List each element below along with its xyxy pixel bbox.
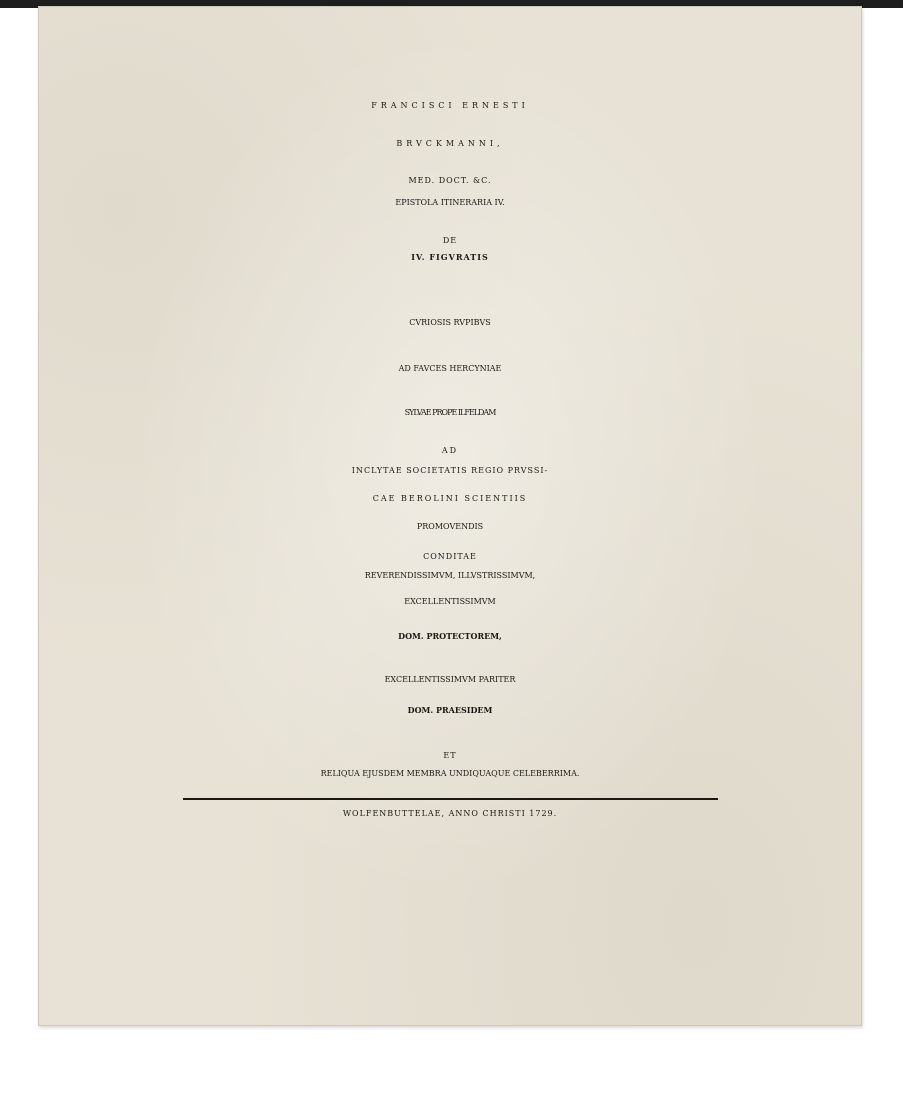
author-surname: BRVCKMANNI, [396,139,504,148]
reliqua-line: RELIQUA EJUSDEM MEMBRA UNDIQUAQUE CELEBERRIMA. [320,769,580,778]
society-line-1: INCLYTAE SOCIETATIS REGIO PRVSSI- [351,466,549,475]
author-first-names: FRANCISCI ERNESTI [371,101,529,110]
honorific-line-3: EXCELLENTISSIMVM PARITER [384,675,516,684]
honorific-line-1: REVERENDISSIMVM, ILLVSTRISSIMVM, [364,571,536,580]
title-text-block [38,102,862,832]
preposition-ad: AD [441,446,459,455]
subject-line-3: AD FAVCES HERCYNIAE [398,364,502,373]
conditae-word: CONDITAE [423,552,477,561]
society-line-3: PROMOVENDIS [416,522,484,531]
divider-rule [183,798,718,800]
imprint-line [38,810,862,832]
work-title: EPISTOLA ITINERARIA IV. [395,198,505,207]
imprint-place: WOLFENBUTTELAE, ANNO CHRISTI [342,809,526,818]
honorific-line-2: EXCELLENTISSIMVM [404,597,496,606]
imprint-year: 1729. [529,809,558,818]
title-page [38,6,862,1026]
author-degree: MED. DOCT. &C. [408,176,492,185]
conjunction-et: ET [443,751,457,760]
society-line-2: CAE BEROLINI SCIENTIIS [372,494,528,503]
subject-line-1: IV. FIGVRATIS [411,252,489,262]
subject-line-4: SYLVAE PROPE ILFELDAM [404,408,496,417]
dom-protectorem: DOM. PROTECTOREM, [398,631,502,641]
preposition-de: DE [442,236,458,245]
subject-line-2: CVRIOSIS RVPIBVS [409,318,491,327]
dom-praesidem: DOM. PRAESIDEM [407,705,493,715]
